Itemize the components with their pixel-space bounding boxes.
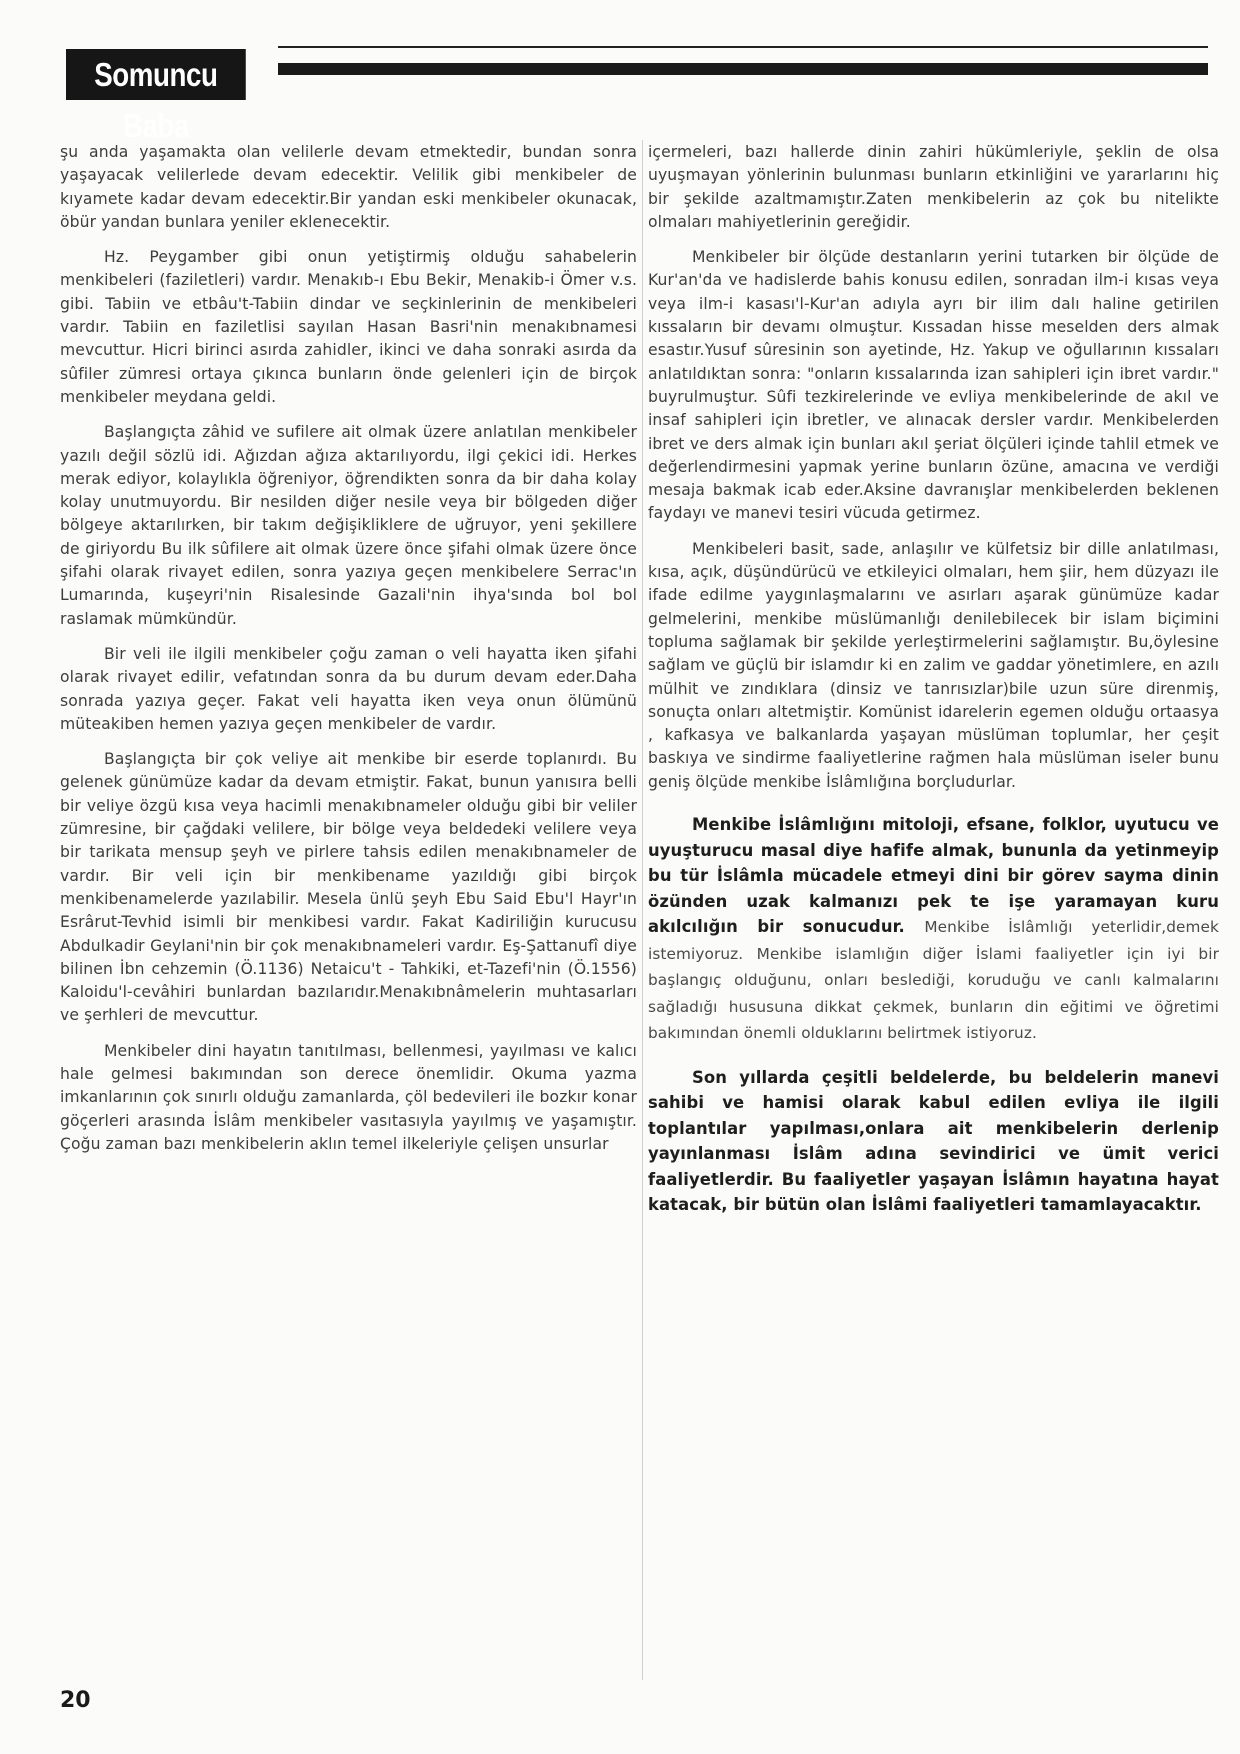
header-thin-rule — [278, 46, 1208, 48]
page-number: 20 — [60, 1688, 91, 1713]
highlight-bold-text: Menkibe İslâmlığını mitoloji, efsane, folklor, uyutucu ve uyuşturucu masal diye hafife almak, bununla da yetinmeyip bu tür İslâmla mücadele etmeyi dini bir görev sayma dinin özünden uzak kalmanızı pek te işe yaramayan kuru akılcılığın bir sonucudur. — [648, 815, 1219, 937]
paragraph: Bir veli ile ilgili menkibeler çoğu zaman o veli hayatta iken şifahi olarak rivayet edilir, vefatından sonra da bu durum devam eder.Daha sonrada yazıya geçer. Fakat veli hayatta iken veya onun ölümünü müteakiben hemen yazıya geçen menkibeler de vardır. — [60, 644, 637, 733]
paragraph: şu anda yaşamakta olan velilerle devam etmektedir, bundan sonra yaşayacak velilerlede devam edecektir. Velilik gibi menkibeler de kıyamete kadar devam edecektir.Bir yandan eski menkibeler okunacak, öbür yandan bunlara yeniler eklenecektir. — [60, 143, 637, 231]
paragraph: içermeleri, bazı hallerde dinin zahiri hükümleriyle, şeklin de olsa uyuşmayan yönlerinin bulunması bunların etkinliğini ve yararlarını hiç bir şekilde azaltmamıştır.Zaten menkibelerin az çok bu nitelikte olmaları mahiyetlerinin gereğidir. — [648, 143, 1219, 231]
paragraph: Başlangıçta bir çok veliye ait menkibe bir eserde toplanırdı. Bu gelenek günümüze kadar da devam etmiştir. Fakat, bunun yanısıra belli bir veliye özgü kısa veya hacimli menakıbnameler olduğu gibi bir veliler zümresine, bir çağdaki velilere, bir bölge veya beldedeki velilere veya bir tarikata mensup şeyh ve pirlere tahsis edilen menakıbnameler de vardır. Bir veli için bir menkibename yazıldığı gibi birçok menkibenamelerde yazılabilir. Mesela ünlü şeyh Ebu Said Ebu'l Hayr'ın Esrârut-Tevhid isimli bir menkibesi vardır. Fakat Kadiriliğin kurucusu Abdulkadir Geylani'nin bir çok menakıbnameleri vardır. Eş-Şattanufî diye bilinen İbn cehzemin (Ö.1136) Netaicu't - Tahkiki, et-Tazefi'nin (Ö.1556) Kaloidu'l-cevâhiri bunlardan bazılarıdır.Menakıbnâmelerin muhtasarları ve şerhleri de mevcuttur. — [60, 750, 637, 1025]
highlight-paragraph — [648, 812, 1219, 1047]
brand-title: Somuncu Baba — [66, 49, 246, 100]
paragraph: Menkibeler dini hayatın tanıtılması, bellenmesi, yayılması ve kalıcı hale gelmesi bakımından son derece önemlidir. Okuma yazma imkanlarının çok sınırlı olduğu zamanlarda, çöl bedevileri ile bozkır konar göçerleri arasında İslâm menkibeler vasıtasıyla yayılmış ve yaşamıştır. Çoğu zaman bazı menkibelerin aklın temel ilkeleriyle çelişen unsurlar — [60, 1041, 637, 1153]
closing-highlight-paragraph: Son yıllarda çeşitli beldelerde, bu beldelerin manevi sahibi ve hamisi olarak kabul edilen evliya ile ilgili toplantılar yapılması,onlara ait menkibelerin derlenip yayınlanması İslâm adına sevindirici ve ümit verici faaliyetlerdir. Bu faaliyetler yaşayan İslâmın hayatına hayat katacak, bir bütün olan İslâmi faaliyetleri tamamlayacaktır. — [648, 1067, 1219, 1215]
article-right-column — [648, 141, 1219, 1676]
column-divider — [642, 140, 643, 1680]
paragraph: Menkibeleri basit, sade, anlaşılır ve külfetsiz bir dille anlatılması, kısa, açık, düşündürücü ve etkileyici olmaları, hem şiir, hem düzyazı ile ifade edilme yaygınlaşmalarını ve asırları aşarak günümüze kadar gelmelerini, menkibe müslümanlığı denilebilecek bir islam biçimini topluma sağlamak bir şekilde yerleştirmelerini sağlamıştır. Bu,öylesine sağlam ve güçlü bir islamdır ki en zalim ve gaddar yönetimlere, en azılı mülhit ve zındıklara (dinsiz ve tanrısızlar)bile uzun süre direnmiş, sonuçta onları altetmiştir. Komünist idarelerin egemen olduğu ortaasya , kafkasya ve balkanlarda yaşayan müslüman toplumlar, her çeşit baskıya ve sindirme faaliyetlerine rağmen hala müslüman iseler bunu geniş ölçüde menkibe İslâmlığına borçludurlar. — [648, 539, 1219, 791]
masthead — [0, 0, 1240, 144]
header-thick-rule — [278, 63, 1208, 75]
paragraph: Başlangıçta zâhid ve sufilere ait olmak üzere anlatılan menkibeler yazılı değil sözlü idi. Ağızdan ağıza aktarılıyordu, ilgi çekici idi. Herkes merak ediyor, kolaylıkla öğreniyor, öğrendikten sonra da bir daha kolay kolay unutmuyordu. Bir nesilden diğer nesile veya bir bölgeden diğer bölgeye aktarılırken, bir takım değişikliklere de uğruyor, yeni şekillere de giriyordu Bu ilk sûfilere ait olmak üzere önce şifahi olmak üzere önce şifahi olarak rivayet edilen, sonra yazıya geçen menkibelere Serrac'ın Lumarında, kuşeyri'nin Risalesinde Gazali'nin ihya'sında bol bol raslamak mümkündür. — [60, 423, 637, 628]
paragraph: Menkibeler bir ölçüde destanların yerini tutarken bir ölçüde de Kur'an'da ve hadislerde bahis konusu edilen, sonradan ilm-i kısas veya veya ilm-i kasası'l-Kur'an adıyla ayrı bir ilim dalı haline getirilen kıssaların bir devamı olmuştur. Kıssadan hisse meselden ders almak esastır.Yusuf sûresinin son ayetinde, Hz. Yakup ve oğullarının kıssaları anlatıldıktan sonra: "onların kıssalarında izan sahipleri için ibret vardır." buyrulmuştur. Sûfi tezkirelerinde ve evliya menkibelerinde de akıl ve insaf sahipleri için ibretler, ve alınacak dersler vardır. Menkibelerden ibret ve ders almak için bunları akıl şeriat ölçüleri içinde tahlil etmek ve değerlendirmesini yapmak yerine bunların özüne, amacına ve verdiği mesaja bakmak icab eder.Aksine davranışlar menkibelerden beklenen faydayı ve manevi tesiri vücuda getirmez. — [648, 248, 1219, 523]
article-left-column — [60, 141, 637, 1676]
highlight-continuation-text: Menkibe İslâmlığı yeterlidir,demek istemiyoruz. Menkibe islamlığın diğer İslami faaliyetler için iyi bir başlangıç olduğunu, onları beslediği, koruduğu ve canlı kalmalarını sağladığı hususuna dikkat çekmek, bunların din eğitimi ve öğretimi bakımından önemli olduklarını belirtmek istiyoruz. — [648, 918, 1219, 1043]
paragraph: Hz. Peygamber gibi onun yetiştirmiş olduğu sahabelerin menkibeleri (faziletleri) vardır. Menakıb-ı Ebu Bekir, Menakib-i Ömer v.s. gibi. Tabiin ve etbâu't-Tabiin dindar ve seçkinlerinin de menkibeleri vardır. Tabiin en faziletlisi sayılan Hasan Basri'nin menakıbnamesi mevcuttur. Hicri birinci asırda zahidler, ikinci ve daha sonraki asırda da sûfiler zümresi ortaya çıkınca bunların önde gelenleri için de birçok menkibeler meydana geldi. — [60, 248, 637, 406]
